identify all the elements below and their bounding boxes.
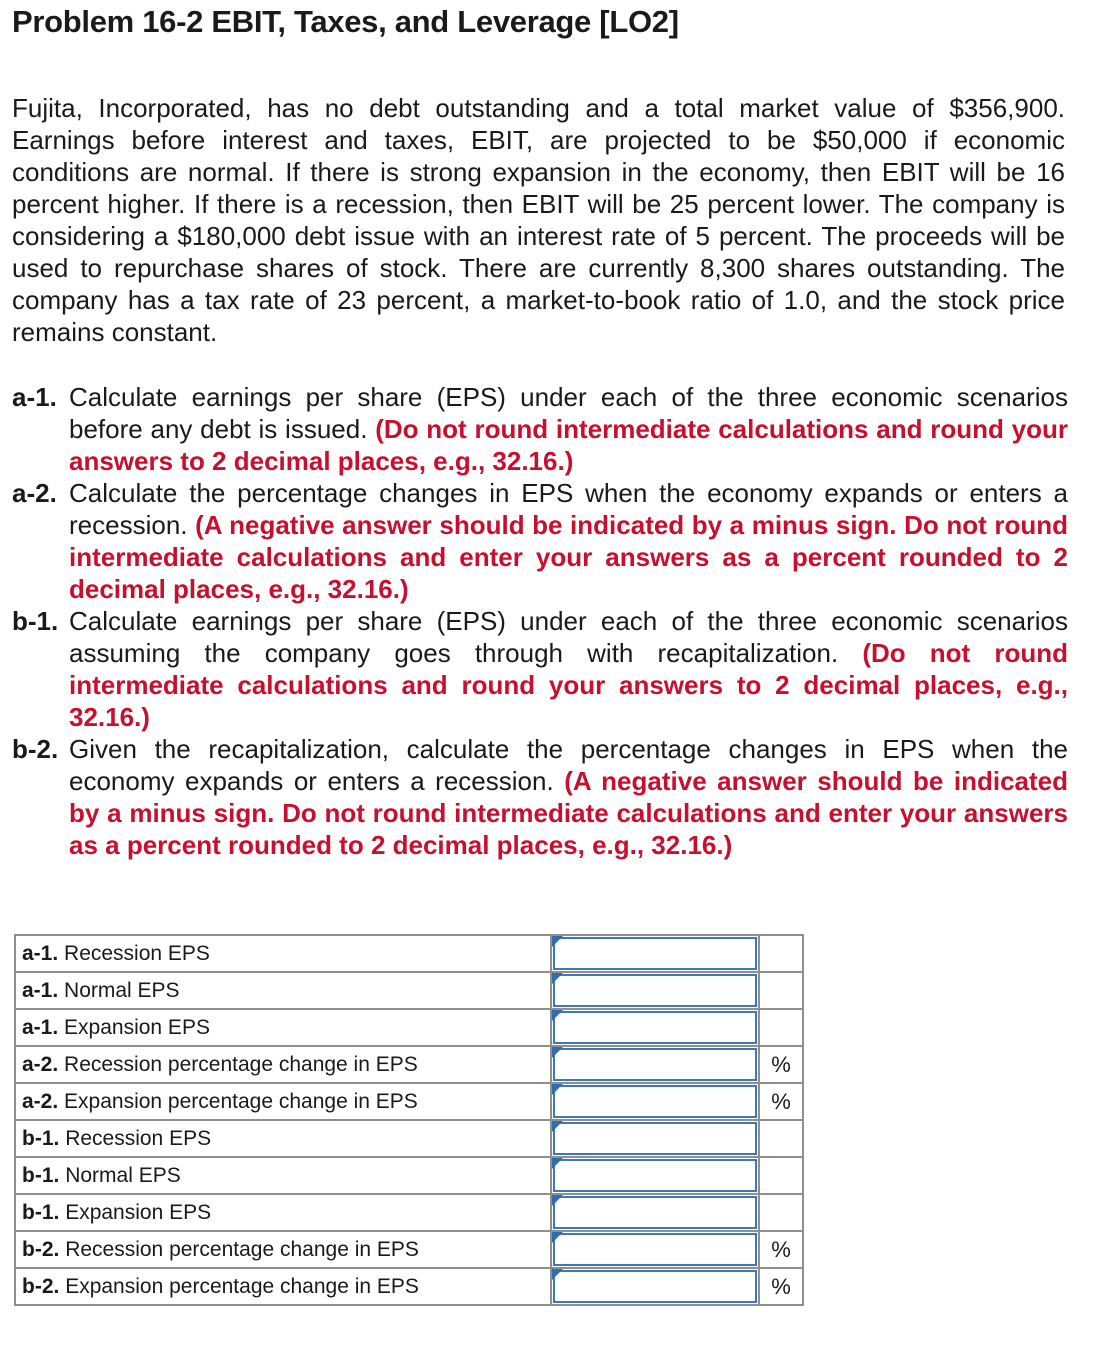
row-code: a-1. bbox=[22, 978, 59, 1002]
row-text: Recession percentage change in EPS bbox=[64, 1052, 418, 1076]
input-marker-icon bbox=[552, 1010, 563, 1021]
answer-input[interactable] bbox=[555, 1198, 755, 1227]
row-code: b-1. bbox=[22, 1200, 60, 1224]
row-text: Expansion percentage change in EPS bbox=[64, 1089, 418, 1113]
answer-box bbox=[553, 1270, 757, 1303]
input-marker-icon bbox=[552, 1269, 563, 1280]
answer-input[interactable] bbox=[555, 1235, 755, 1264]
answer-cell bbox=[551, 1083, 759, 1120]
row-text: Recession percentage change in EPS bbox=[65, 1237, 419, 1261]
answer-cell bbox=[551, 1046, 759, 1083]
row-label bbox=[15, 1120, 551, 1157]
row-text: Recession EPS bbox=[64, 941, 210, 965]
part-label: a-1. bbox=[12, 382, 57, 412]
answer-box bbox=[553, 1011, 757, 1044]
row-code: b-1. bbox=[22, 1163, 60, 1187]
input-marker-icon bbox=[552, 1121, 563, 1132]
problem-intro: Fujita, Incorporated, has no debt outstanding and a total market value of $356,900. Earnings before interest and taxes, EBIT, are projected to be $50,000 if economic conditions are normal. If there is strong expansion in the economy, then EBIT will be 16 percent higher. If there is a recession, then EBIT will be 25 percent lower. The company is considering a $180,000 debt issue with an interest rate of 5 percent. The proceeds will be used to repurchase shares of stock. There are currently 8,300 shares outstanding. The company has a tax rate of 23 percent, a market-to-book ratio of 1.0, and the stock price remains constant. bbox=[12, 93, 1065, 347]
table-row bbox=[15, 1083, 803, 1120]
row-label bbox=[15, 972, 551, 1009]
row-label bbox=[15, 1157, 551, 1194]
answer-cell bbox=[551, 1157, 759, 1194]
table-row bbox=[15, 1120, 803, 1157]
unit-cell bbox=[759, 1157, 803, 1194]
answer-box bbox=[553, 1233, 757, 1266]
unit-cell: % bbox=[759, 1231, 803, 1268]
part-label: a-2. bbox=[12, 478, 57, 508]
question-part bbox=[12, 381, 1068, 477]
question-part bbox=[12, 477, 1068, 605]
answer-cell bbox=[551, 1194, 759, 1231]
input-marker-icon bbox=[552, 1047, 563, 1058]
part-label: b-1. bbox=[12, 606, 59, 636]
answer-table bbox=[14, 934, 804, 1306]
unit-cell: % bbox=[759, 1268, 803, 1305]
question-parts bbox=[12, 381, 1068, 861]
row-code: a-1. bbox=[22, 941, 59, 965]
unit-cell: % bbox=[759, 1083, 803, 1120]
answer-cell bbox=[551, 1120, 759, 1157]
input-marker-icon bbox=[552, 1158, 563, 1169]
answer-box bbox=[553, 1048, 757, 1081]
unit-cell bbox=[759, 935, 803, 972]
unit-cell bbox=[759, 1120, 803, 1157]
answer-input[interactable] bbox=[555, 1161, 755, 1190]
part-instruction: (A negative answer should be indicated by a minus sign. Do not round intermediate calculations and enter your answers as a percent rounded to 2 decimal places, e.g., 32.16.) bbox=[69, 766, 1068, 860]
row-label bbox=[15, 1268, 551, 1305]
row-label bbox=[15, 1083, 551, 1120]
row-label bbox=[15, 1046, 551, 1083]
unit-cell bbox=[759, 972, 803, 1009]
part-label: b-2. bbox=[12, 734, 59, 764]
row-code: b-2. bbox=[22, 1274, 60, 1298]
input-marker-icon bbox=[552, 973, 563, 984]
table-row bbox=[15, 1046, 803, 1083]
part-text: Calculate the percentage changes in EPS when the economy expands or enters a recession. bbox=[69, 478, 1068, 540]
part-instruction: (Do not round intermediate calculations and round your answers to 2 decimal places, e.g., 32.16.) bbox=[69, 414, 1068, 476]
part-instruction: (A negative answer should be indicated by a minus sign. Do not round intermediate calculations and enter your answers as a percent rounded to 2 decimal places, e.g., 32.16.) bbox=[69, 510, 1068, 604]
answer-input[interactable] bbox=[555, 976, 755, 1005]
row-text: Expansion EPS bbox=[65, 1200, 212, 1224]
answer-cell bbox=[551, 1268, 759, 1305]
row-text: Recession EPS bbox=[65, 1126, 212, 1150]
answer-box bbox=[553, 974, 757, 1007]
row-text: Normal EPS bbox=[64, 978, 180, 1002]
part-text: Calculate earnings per share (EPS) under each of the three economic scenarios assuming the company goes through with recapitalization. bbox=[69, 606, 1068, 668]
row-code: a-2. bbox=[22, 1052, 59, 1076]
answer-box bbox=[553, 1159, 757, 1192]
table-row bbox=[15, 1231, 803, 1268]
row-label bbox=[15, 1009, 551, 1046]
answer-box bbox=[553, 937, 757, 970]
part-text: Given the recapitalization, calculate the percentage changes in EPS when the economy expands or enters a recession. bbox=[69, 734, 1068, 796]
table-row bbox=[15, 1009, 803, 1046]
input-marker-icon bbox=[552, 1232, 563, 1243]
input-marker-icon bbox=[552, 936, 563, 947]
answer-cell bbox=[551, 935, 759, 972]
row-label bbox=[15, 935, 551, 972]
answer-input[interactable] bbox=[555, 1013, 755, 1042]
question-part bbox=[12, 733, 1068, 861]
table-row bbox=[15, 1268, 803, 1305]
answer-input[interactable] bbox=[555, 1087, 755, 1116]
table-row bbox=[15, 972, 803, 1009]
row-text: Expansion percentage change in EPS bbox=[65, 1274, 419, 1298]
row-code: b-2. bbox=[22, 1237, 60, 1261]
answer-input[interactable] bbox=[555, 1124, 755, 1153]
row-text: Normal EPS bbox=[65, 1163, 181, 1187]
row-label bbox=[15, 1231, 551, 1268]
question-part bbox=[12, 605, 1068, 733]
problem-title: Problem 16-2 EBIT, Taxes, and Leverage [LO2] bbox=[12, 4, 679, 39]
answer-box bbox=[553, 1196, 757, 1229]
answer-box bbox=[553, 1122, 757, 1155]
answer-box bbox=[553, 1085, 757, 1118]
answer-input[interactable] bbox=[555, 939, 755, 968]
row-code: a-2. bbox=[22, 1089, 59, 1113]
unit-cell: % bbox=[759, 1046, 803, 1083]
unit-cell bbox=[759, 1194, 803, 1231]
part-text: Calculate earnings per share (EPS) under each of the three economic scenarios before any debt is issued. bbox=[69, 382, 1068, 444]
row-text: Expansion EPS bbox=[64, 1015, 210, 1039]
table-row bbox=[15, 935, 803, 972]
input-marker-icon bbox=[552, 1084, 563, 1095]
answer-cell bbox=[551, 1231, 759, 1268]
unit-cell bbox=[759, 1009, 803, 1046]
input-marker-icon bbox=[552, 1195, 563, 1206]
answer-cell bbox=[551, 972, 759, 1009]
answer-cell bbox=[551, 1009, 759, 1046]
row-code: b-1. bbox=[22, 1126, 60, 1150]
row-code: a-1. bbox=[22, 1015, 59, 1039]
answer-input[interactable] bbox=[555, 1050, 755, 1079]
table-row bbox=[15, 1157, 803, 1194]
row-label bbox=[15, 1194, 551, 1231]
table-row bbox=[15, 1194, 803, 1231]
answer-input[interactable] bbox=[555, 1272, 755, 1301]
part-instruction: (Do not round intermediate calculations and round your answers to 2 decimal places, e.g., 32.16.) bbox=[69, 638, 1068, 732]
